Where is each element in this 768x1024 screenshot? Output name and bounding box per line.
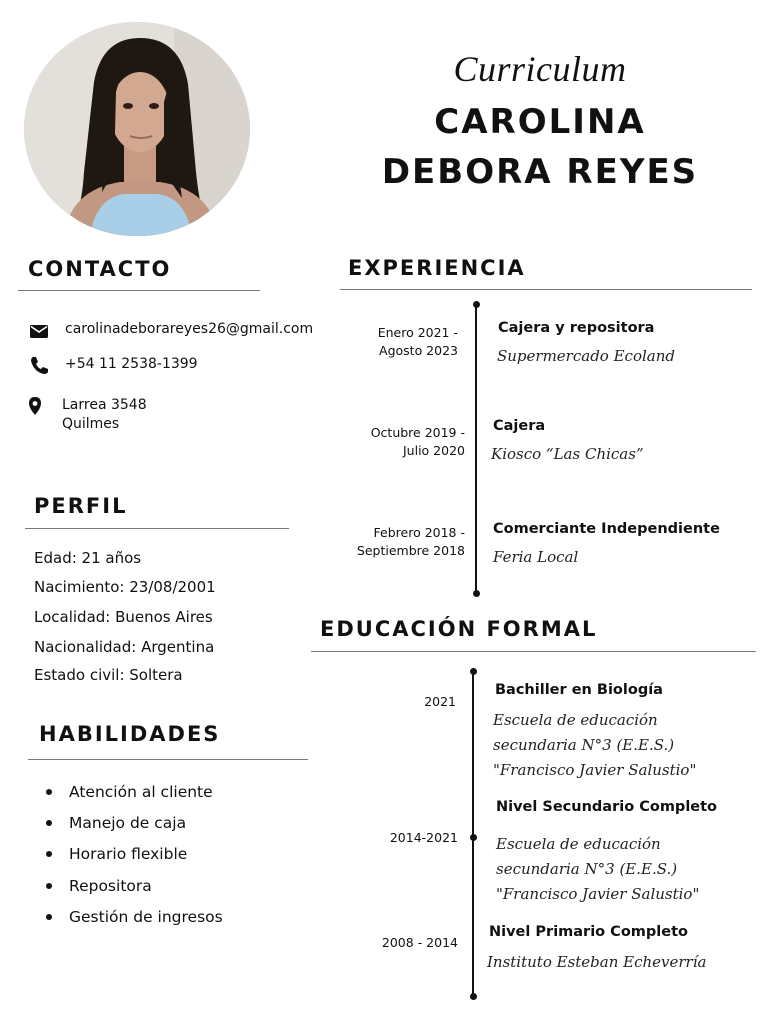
bullet-icon: [46, 883, 52, 889]
date-start: Octubre 2019 -: [370, 425, 465, 440]
mail-icon: [28, 320, 50, 342]
contact-phone: +54 11 2538-1399: [65, 356, 198, 372]
job-title: Cajera: [493, 418, 546, 434]
education-place-line: Instituto Esteban Echeverría: [487, 953, 707, 971]
job-title: Comerciante Independiente: [493, 521, 720, 537]
skill-item: [46, 908, 223, 926]
phone-icon: [28, 354, 50, 376]
timeline-dot: [470, 668, 477, 675]
education-place-line: secundaria N°3 (E.E.S.): [496, 860, 678, 878]
name-line-2: DEBORA REYES: [381, 152, 699, 192]
experience-date: [325, 424, 465, 460]
experiencia-timeline: [475, 305, 477, 595]
skill-label: Horario flexible: [69, 845, 188, 863]
education-place: [493, 708, 696, 783]
skill-item: [46, 783, 213, 801]
contact-address-street: Larrea 3548: [62, 397, 147, 413]
bullet-icon: [46, 820, 52, 826]
educacion-divider: [311, 651, 756, 652]
bullet-icon: [46, 851, 52, 857]
experiencia-heading: EXPERIENCIA: [348, 256, 526, 280]
skill-item: [46, 845, 187, 863]
education-place-line: Escuela de educación: [496, 835, 661, 853]
educacion-heading: EDUCACIÓN FORMAL: [320, 617, 598, 641]
timeline-dot: [473, 301, 480, 308]
contacto-divider: [18, 290, 260, 291]
portrait-photo: [24, 22, 250, 236]
date-start: Febrero 2018 -: [373, 525, 465, 540]
date-end: Julio 2020: [403, 443, 465, 458]
education-title: Nivel Secundario Completo: [496, 799, 718, 815]
perfil-heading: PERFIL: [34, 494, 128, 518]
name-line-1: CAROLINA: [434, 102, 646, 142]
education-date: 2014-2021: [389, 830, 458, 845]
location-pin-icon: [24, 395, 46, 417]
timeline-dot: [473, 590, 480, 597]
perfil-line: Edad: 21 años: [34, 549, 142, 567]
education-title: Bachiller en Biología: [495, 682, 663, 698]
bullet-icon: [46, 789, 52, 795]
bullet-icon: [46, 914, 52, 920]
date-end: Agosto 2023: [379, 343, 458, 358]
experiencia-divider: [340, 289, 752, 290]
profile-photo: [24, 22, 250, 236]
experience-date: [318, 324, 458, 360]
date-start: Enero 2021 -: [377, 325, 458, 340]
contact-email[interactable]: carolinadeborareyes26@gmail.com: [65, 321, 314, 337]
date-end: Septiembre 2018: [356, 543, 465, 558]
education-place-line: Escuela de educación: [493, 711, 658, 729]
skill-label: Gestión de ingresos: [69, 908, 223, 926]
skill-label: Repositora: [69, 877, 152, 895]
curriculum-title: Curriculum: [453, 49, 627, 89]
habilidades-heading: HABILIDADES: [39, 722, 221, 746]
education-place: [487, 950, 706, 975]
habilidades-divider: [28, 759, 308, 760]
perfil-line: Nacionalidad: Argentina: [34, 638, 215, 656]
education-date: 2021: [424, 694, 456, 709]
perfil-line: Nacimiento: 23/08/2001: [34, 578, 216, 596]
timeline-dot: [470, 993, 477, 1000]
job-title: Cajera y repositora: [498, 320, 655, 336]
job-place: Supermercado Ecoland: [497, 347, 675, 365]
education-place-line: "Francisco Javier Salustio": [493, 761, 697, 779]
skill-item: [46, 877, 152, 895]
contacto-heading: CONTACTO: [28, 257, 172, 281]
contact-address-city: Quilmes: [62, 416, 120, 432]
education-place: [496, 832, 699, 907]
education-place-line: "Francisco Javier Salustio": [496, 885, 700, 903]
skill-item: [46, 814, 186, 832]
education-place-line: secundaria N°3 (E.E.S.): [493, 736, 675, 754]
job-place: Feria Local: [493, 548, 579, 566]
education-title: Nivel Primario Completo: [489, 924, 688, 940]
education-date: 2008 - 2014: [381, 935, 458, 950]
skill-label: Manejo de caja: [69, 814, 187, 832]
experience-date: [305, 524, 465, 560]
perfil-divider: [25, 528, 289, 529]
timeline-dot: [470, 834, 477, 841]
perfil-line: Estado civil: Soltera: [34, 666, 183, 684]
skill-label: Atención al cliente: [69, 783, 213, 801]
perfil-line: Localidad: Buenos Aires: [34, 608, 213, 626]
job-place: Kiosco “Las Chicas”: [491, 445, 644, 463]
